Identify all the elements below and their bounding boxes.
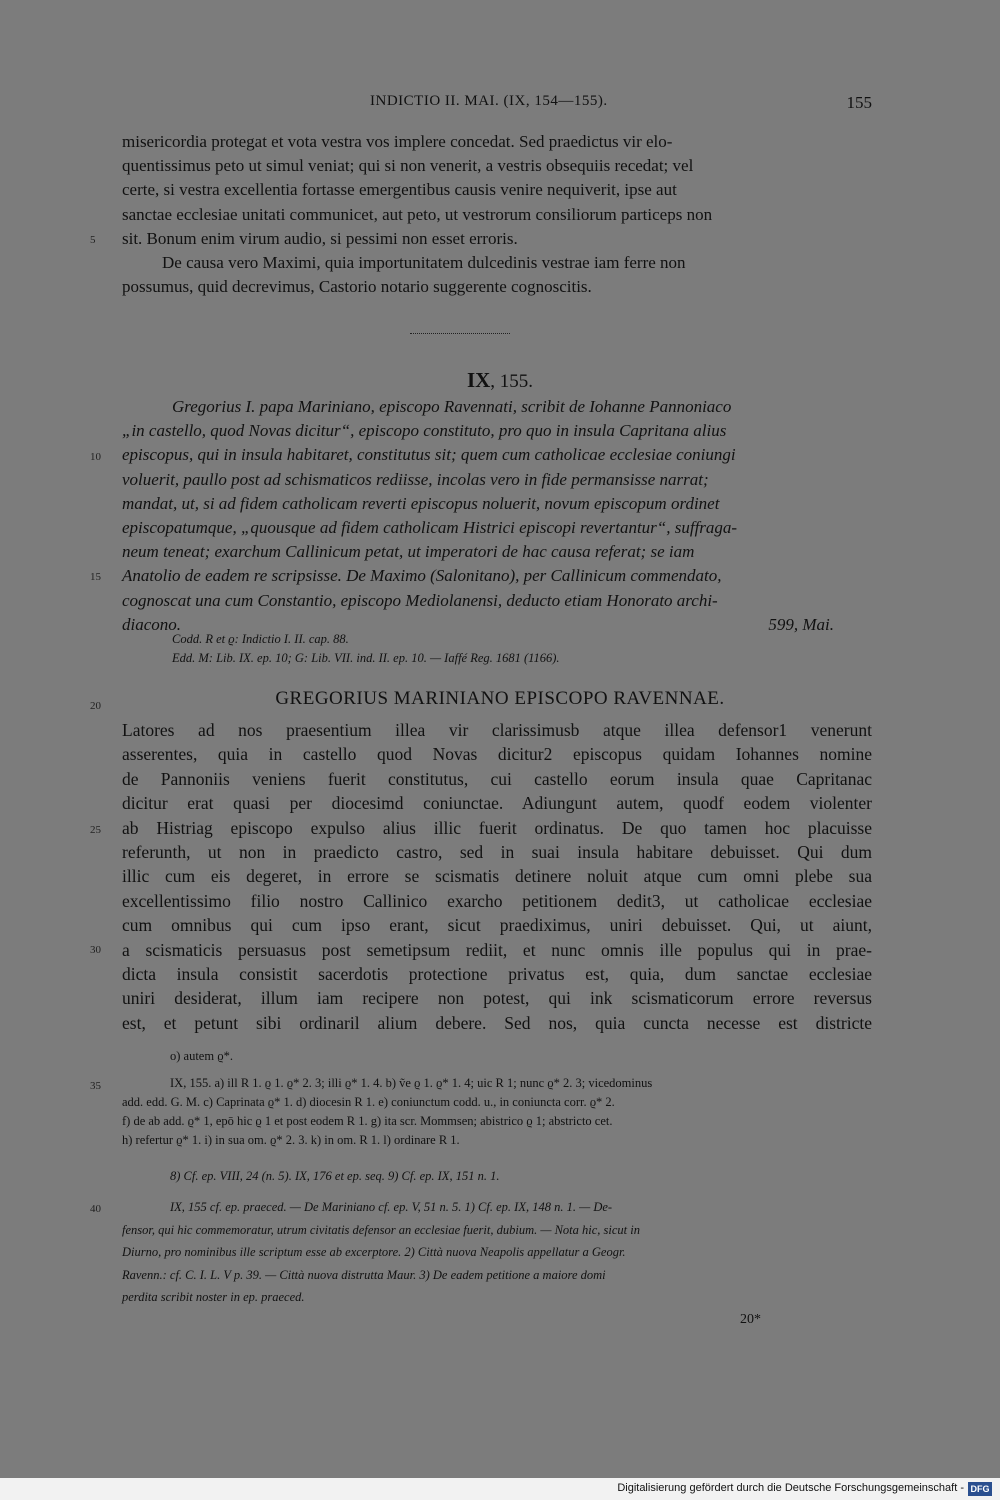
commentary-line: Ravenn.: cf. C. I. L. V p. 39. — Città nuova distrutta Maur. 3) De eadem petitione a maiore domi bbox=[122, 1267, 606, 1282]
summary-line: voluerit, paullo post ad schismaticos rediisse, incolas vero in fide permansisse narrat; bbox=[122, 469, 709, 489]
line-number: 5 bbox=[90, 234, 96, 246]
signature-mark: 20* bbox=[740, 1312, 761, 1327]
letter-date: 599, Mai. bbox=[768, 614, 834, 634]
text-line: certe, si vestra excellentia fortasse emergentibus causis venire nequiverit, ipse aut bbox=[122, 180, 677, 200]
summary-line: diacono. bbox=[122, 614, 182, 634]
text-line: ab Histriag episcopo expulso alius illic fuerit ordinatus. De quo tamen hoc placuisse bbox=[122, 817, 872, 838]
summary-line: cognoscat una cum Constantio, episcopo Mediolanensi, deducto etiam Honorato archi- bbox=[122, 590, 718, 610]
footer-text: Digitalisierung gefördert durch die Deutsche Forschungsgemeinschaft - bbox=[617, 1482, 964, 1494]
text-line: cum omnibus qui cum ipso erant, sicut praediximus, uniri debuisset. Qui, ut aiunt, bbox=[122, 915, 872, 936]
editions-line: Edd. M: Lib. IX. ep. 10; G: Lib. VII. ind. II. ep. 10. — Iaffé Reg. 1681 (1166). bbox=[172, 651, 560, 665]
text-line: De causa vero Maximi, quia importunitatem dulcedinis vestrae iam ferre non bbox=[162, 253, 686, 273]
commentary-line: Diurno, pro nominibus ille scriptum esse ab excerptore. 2) Città nuova Neapolis appellatur a Geogr. bbox=[122, 1245, 626, 1259]
letter-text bbox=[122, 718, 872, 1035]
codices-info bbox=[172, 630, 560, 668]
text-line: est, et petunt sibi ordinaril alium debere. Sed nos, quia cuncta necesse est districte bbox=[122, 1012, 872, 1033]
previous-letter-ending bbox=[122, 130, 872, 299]
text-line: uniri desiderat, illum iam recipere non potest, qui ink scismaticorum errore reversus bbox=[122, 988, 872, 1009]
text-line: Latores ad nos praesentium illea vir clarissimusb atque illea defensor1 venerunt bbox=[122, 720, 872, 740]
text-line: quentissimus peto ut simul veniat; qui si non venerit, a vestris obsequiis recedat; vel bbox=[122, 156, 694, 176]
summary-line: neum teneat; exarchum Callinicum petat, ut imperatori de hac causa referat; se iam bbox=[122, 542, 695, 562]
apparatus-line: IX, 155. a) ill R 1. ϱ 1. ϱ* 2. 3; illi ϱ* 1. 4. b) ṽe ϱ 1. ϱ* 1. 4; uic R 1; nunc ϱ* 2. 3; vicedominus bbox=[170, 1076, 653, 1090]
summary-line: episcopatumque, „quousque ad fidem catholicam Histrici episcopi revertantur“, suffraga- bbox=[122, 518, 738, 538]
apparatus-line: f) de ab add. ϱ* 1, epō hic ϱ 1 et post eodem R 1. g) ita scr. Mommsen; abistrico ϱ 1; abstricto cet. bbox=[122, 1114, 613, 1128]
line-number: 20 bbox=[90, 700, 101, 712]
line-number: 25 bbox=[90, 824, 101, 836]
footnotes-8-9 bbox=[122, 1166, 872, 1187]
dfg-logo: DFG bbox=[968, 1482, 992, 1496]
apparatus-line: add. edd. G. M. c) Caprinata ϱ* 1. d) diocesin R 1. e) coniunctum codd. u., in coniuncta corr. ϱ* 2. bbox=[122, 1095, 615, 1109]
digitization-footer bbox=[0, 1478, 1000, 1500]
text-line: de Pannoniis veniens fuerit constitutus, cui castello eorum insula quae Capritanac bbox=[122, 768, 872, 789]
section-separator bbox=[410, 333, 510, 335]
summary-line: mandat, ut, si ad fidem catholicam reverti episcopus noluerit, novum episcopum ordinet bbox=[122, 493, 720, 513]
summary-line: Gregorius I. papa Mariniano, episcopo Ravennati, scribit de Iohanne Pannoniaco bbox=[172, 397, 732, 416]
running-header bbox=[120, 93, 872, 115]
summary-line: „in castello, quod Novas dicitur“, episcopo constituto, pro quo in insula Capritana alius bbox=[122, 421, 727, 441]
summary-line: episcopus, qui in insula habitaret, constitutus sit; quem cum catholicae ecclesiae coniungi bbox=[122, 445, 736, 465]
line-number: 35 bbox=[90, 1080, 101, 1092]
line-number: 15 bbox=[90, 571, 101, 583]
commentary bbox=[122, 1196, 872, 1309]
line-number: 30 bbox=[90, 944, 101, 956]
commentary-line: fensor, qui hic commemoratur, utrum civitatis defensor an ecclesiae fuerit, dubium. — Nota hic, sicut in bbox=[122, 1222, 640, 1237]
apparatus-line: h) refertur ϱ* 1. i) in sua om. ϱ* 2. 3. k) in om. R 1. l) ordinare R 1. bbox=[122, 1133, 460, 1147]
letter-summary bbox=[122, 395, 872, 637]
text-line: excellentissimo filio nostro Callinico exarcho petitionem dedit3, ut catholicae ecclesiae bbox=[122, 890, 872, 911]
running-title: INDICTIO II. MAI. (IX, 154—155). bbox=[370, 93, 608, 109]
letter-number-roman: IX bbox=[466, 368, 491, 392]
line-number: 40 bbox=[90, 1203, 101, 1215]
text-line: sanctae ecclesiae unitati communicet, aut peto, ut vestrorum consiliorum particeps non bbox=[122, 204, 713, 224]
text-line: sit. Bonum enim virum audio, si pessimi non esset erroris. bbox=[122, 228, 518, 248]
footnote-line: 8) Cf. ep. VIII, 24 (n. 5). IX, 176 et ep. seq. 9) Cf. ep. IX, 151 n. 1. bbox=[170, 1169, 500, 1183]
text-line: a scismaticis persuasus post semetipsum rediit, et nunc omnis ille populus qui in prae- bbox=[122, 939, 872, 960]
text-line: referunth, ut non in praedicto castro, sed in suai insula habitare debuisset. Qui dum bbox=[122, 842, 872, 863]
commentary-line: IX, 155 cf. ep. praeced. — De Mariniano cf. ep. V, 51 n. 5. 1) Cf. ep. IX, 148 n. 1. — De- bbox=[170, 1200, 613, 1214]
text-line: dicitur erat quasi per diocesimd coniunctae. Adiungunt autem, quodf eodem violenter bbox=[122, 793, 872, 814]
text-line: illic cum eis degeret, in errore se scismatis detinere noluit atque cum omni plebe sua bbox=[122, 866, 872, 887]
footnote-line: o) autem ϱ*. bbox=[170, 1049, 233, 1063]
text-line: possumus, quid decrevimus, Castorio notario suggerente cognoscitis. bbox=[122, 277, 592, 297]
critical-apparatus bbox=[122, 1074, 872, 1150]
letter-number-arabic: , 155. bbox=[490, 371, 534, 392]
summary-line: Anatolio de eadem re scripsisse. De Maximo (Salonitano), per Callinicum commendato, bbox=[122, 566, 722, 586]
line-number: 10 bbox=[90, 451, 101, 463]
page-number: 155 bbox=[846, 93, 872, 112]
text-line: misericordia protegat et vota vestra vos implere concedat. Sed praedictus vir elo- bbox=[122, 132, 673, 151]
codices-line: Codd. R et ϱ: Indictio I. II. cap. 88. bbox=[172, 632, 349, 646]
commentary-line: perdita scribit noster in ep. praeced. bbox=[122, 1290, 305, 1304]
letter-title: GREGORIUS MARINIANO EPISCOPO RAVENNAE. bbox=[275, 688, 725, 709]
footnote-o bbox=[122, 1046, 872, 1067]
text-line: asserentes, quia in castello quod Novas dicitur2 episcopus quidam Iohannes nomine bbox=[122, 744, 872, 765]
text-line: dicta insula consistit sacerdotis protectione privatus est, quia, dum sanctae ecclesiae bbox=[122, 964, 872, 985]
letter-number bbox=[0, 368, 1000, 393]
